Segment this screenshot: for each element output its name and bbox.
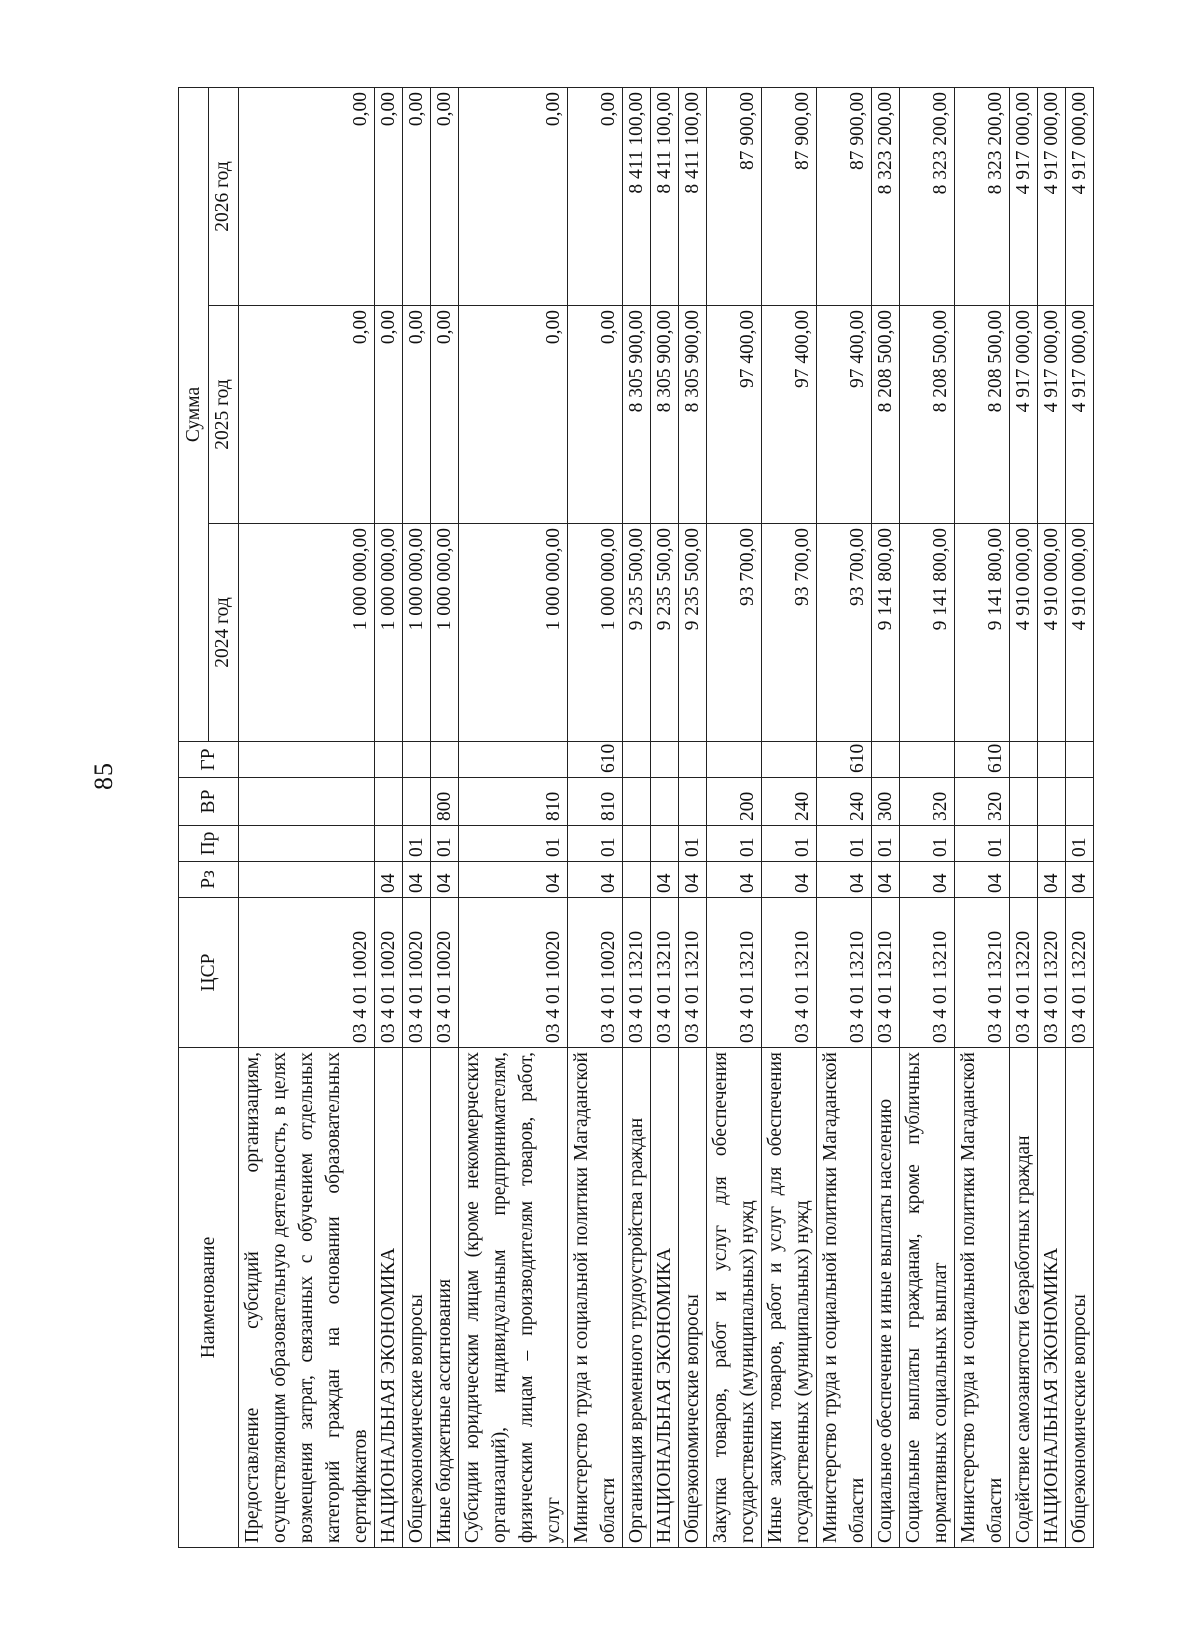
row-pr-code xyxy=(1038,826,1066,862)
row-amount-2026: 8 411 100,00 xyxy=(623,88,651,306)
row-pr-code xyxy=(623,826,651,862)
row-gr-code xyxy=(403,742,431,778)
header-vr: ВР xyxy=(179,778,239,826)
row-vr-code xyxy=(1066,778,1094,826)
row-name: Организация временного трудоустройства граждан xyxy=(623,1048,651,1548)
row-amount-2024: 9 235 500,00 xyxy=(623,524,651,742)
row-amount-2026: 4 917 000,00 xyxy=(1038,88,1066,306)
row-amount-2026: 8 323 200,00 xyxy=(872,88,900,306)
row-vr-code xyxy=(1038,778,1066,826)
table-row xyxy=(707,88,762,1548)
row-csr-code: 03 4 01 10020 xyxy=(459,898,568,1048)
row-name: Иные бюджетные ассигнования xyxy=(431,1048,459,1548)
row-amount-2026: 8 323 200,00 xyxy=(955,88,1010,306)
row-name: Социальное обеспечение и иные выплаты населению xyxy=(872,1048,900,1548)
row-pr-code: 01 xyxy=(955,826,1010,862)
row-amount-2024: 4 910 000,00 xyxy=(1066,524,1094,742)
row-gr-code xyxy=(872,742,900,778)
row-gr-code xyxy=(375,742,403,778)
row-pr-code: 01 xyxy=(1066,826,1094,862)
row-vr-code: 320 xyxy=(900,778,955,826)
row-vr-code: 300 xyxy=(872,778,900,826)
row-amount-2024: 4 910 000,00 xyxy=(1010,524,1038,742)
row-amount-2026: 87 900,00 xyxy=(762,88,817,306)
row-amount-2025: 97 400,00 xyxy=(707,306,762,524)
row-pr-code: 01 xyxy=(817,826,872,862)
header-year-2024: 2024 год xyxy=(209,524,239,742)
row-name: Содействие самозанятости безработных граждан xyxy=(1010,1048,1038,1548)
row-csr-code: 03 4 01 13210 xyxy=(707,898,762,1048)
row-rz-code: 04 xyxy=(375,862,403,898)
row-name: Общеэкономические вопросы xyxy=(1066,1048,1094,1548)
row-rz-code: 04 xyxy=(900,862,955,898)
row-vr-code xyxy=(651,778,679,826)
table-row xyxy=(623,88,651,1548)
row-amount-2026: 0,00 xyxy=(568,88,623,306)
row-amount-2024: 93 700,00 xyxy=(707,524,762,742)
row-vr-code: 200 xyxy=(707,778,762,826)
row-pr-code: 01 xyxy=(762,826,817,862)
row-gr-code xyxy=(1010,742,1038,778)
row-rz-code: 04 xyxy=(707,862,762,898)
header-rz: Рз xyxy=(179,862,239,898)
row-name: Предоставление субсидий организациям, осуществляющим образовательную деятельность, в целях возмещения затрат, связанных с обучением отдельных категорий граждан на основании образовательных сертификатов xyxy=(239,1048,375,1548)
header-year-2026: 2026 год xyxy=(209,88,239,306)
row-csr-code: 03 4 01 13210 xyxy=(623,898,651,1048)
row-csr-code: 03 4 01 13220 xyxy=(1038,898,1066,1048)
page-number: 85 xyxy=(89,762,118,790)
row-name: НАЦИОНАЛЬНАЯ ЭКОНОМИКА xyxy=(651,1048,679,1548)
row-pr-code: 01 xyxy=(431,826,459,862)
row-csr-code: 03 4 01 13210 xyxy=(651,898,679,1048)
header-year-2025: 2025 год xyxy=(209,306,239,524)
row-name: Закупка товаров, работ и услуг для обеспечения государственных (муниципальных) нужд xyxy=(707,1048,762,1548)
table-row xyxy=(239,88,375,1548)
row-amount-2024: 9 235 500,00 xyxy=(679,524,707,742)
row-name: НАЦИОНАЛЬНАЯ ЭКОНОМИКА xyxy=(375,1048,403,1548)
row-rz-code: 04 xyxy=(651,862,679,898)
row-rz-code: 04 xyxy=(872,862,900,898)
header-row-1 xyxy=(179,88,209,1548)
row-name: НАЦИОНАЛЬНАЯ ЭКОНОМИКА xyxy=(1038,1048,1066,1548)
row-amount-2024: 1 000 000,00 xyxy=(431,524,459,742)
row-amount-2025: 8 305 900,00 xyxy=(651,306,679,524)
row-gr-code xyxy=(431,742,459,778)
table-row xyxy=(375,88,403,1548)
budget-table xyxy=(178,87,1094,1548)
row-vr-code xyxy=(679,778,707,826)
row-pr-code: 01 xyxy=(568,826,623,862)
row-gr-code: 610 xyxy=(955,742,1010,778)
row-rz-code: 04 xyxy=(679,862,707,898)
row-amount-2026: 0,00 xyxy=(431,88,459,306)
row-amount-2025: 0,00 xyxy=(568,306,623,524)
row-rz-code: 04 xyxy=(459,862,568,898)
row-amount-2026: 8 411 100,00 xyxy=(651,88,679,306)
row-amount-2025: 8 208 500,00 xyxy=(955,306,1010,524)
row-gr-code xyxy=(900,742,955,778)
table-row xyxy=(762,88,817,1548)
row-gr-code xyxy=(239,742,375,778)
row-amount-2026: 8 323 200,00 xyxy=(900,88,955,306)
table-row xyxy=(1038,88,1066,1548)
row-amount-2025: 8 305 900,00 xyxy=(623,306,651,524)
header-gr: ГР xyxy=(179,742,239,778)
row-pr-code: 01 xyxy=(403,826,431,862)
row-amount-2024: 1 000 000,00 xyxy=(239,524,375,742)
row-amount-2026: 0,00 xyxy=(403,88,431,306)
row-amount-2024: 1 000 000,00 xyxy=(375,524,403,742)
row-amount-2024: 1 000 000,00 xyxy=(459,524,568,742)
row-name: Общеэкономические вопросы xyxy=(403,1048,431,1548)
row-name: Иные закупки товаров, работ и услуг для обеспечения государственных (муниципальных) нужд xyxy=(762,1048,817,1548)
table-row xyxy=(431,88,459,1548)
table-row xyxy=(1066,88,1094,1548)
row-gr-code xyxy=(1066,742,1094,778)
row-gr-code xyxy=(623,742,651,778)
row-csr-code: 03 4 01 13210 xyxy=(762,898,817,1048)
row-amount-2024: 9 141 800,00 xyxy=(955,524,1010,742)
row-amount-2024: 9 141 800,00 xyxy=(900,524,955,742)
table-row xyxy=(872,88,900,1548)
table-header xyxy=(179,88,239,1548)
table-body xyxy=(239,88,1094,1548)
row-pr-code xyxy=(375,826,403,862)
row-vr-code xyxy=(1010,778,1038,826)
row-amount-2025: 0,00 xyxy=(403,306,431,524)
row-rz-code: 04 xyxy=(955,862,1010,898)
row-rz-code xyxy=(623,862,651,898)
row-gr-code xyxy=(707,742,762,778)
row-pr-code: 01 xyxy=(459,826,568,862)
row-vr-code: 240 xyxy=(762,778,817,826)
table-row xyxy=(955,88,1010,1548)
row-pr-code xyxy=(1010,826,1038,862)
row-csr-code: 03 4 01 10020 xyxy=(403,898,431,1048)
row-amount-2026: 4 917 000,00 xyxy=(1010,88,1038,306)
header-name: Наименование xyxy=(179,1048,239,1548)
row-name: Общеэкономические вопросы xyxy=(679,1048,707,1548)
row-pr-code xyxy=(651,826,679,862)
row-csr-code: 03 4 01 13210 xyxy=(900,898,955,1048)
row-vr-code: 240 xyxy=(817,778,872,826)
row-amount-2024: 93 700,00 xyxy=(817,524,872,742)
row-rz-code: 04 xyxy=(1038,862,1066,898)
row-amount-2026: 8 411 100,00 xyxy=(679,88,707,306)
rotated-table-container xyxy=(178,88,1090,1548)
row-vr-code: 320 xyxy=(955,778,1010,826)
table-row xyxy=(568,88,623,1548)
row-csr-code: 03 4 01 10020 xyxy=(375,898,403,1048)
row-name: Министерство труда и социальной политики Магаданской области xyxy=(817,1048,872,1548)
row-rz-code: 04 xyxy=(431,862,459,898)
row-gr-code xyxy=(1038,742,1066,778)
row-amount-2025: 8 208 500,00 xyxy=(900,306,955,524)
row-csr-code: 03 4 01 13220 xyxy=(1066,898,1094,1048)
row-amount-2024: 1 000 000,00 xyxy=(403,524,431,742)
row-csr-code: 03 4 01 13210 xyxy=(872,898,900,1048)
row-amount-2025: 4 917 000,00 xyxy=(1038,306,1066,524)
row-rz-code: 04 xyxy=(762,862,817,898)
row-rz-code: 04 xyxy=(1066,862,1094,898)
row-name: Министерство труда и социальной политики Магаданской области xyxy=(955,1048,1010,1548)
row-amount-2024: 1 000 000,00 xyxy=(568,524,623,742)
row-gr-code xyxy=(679,742,707,778)
row-rz-code: 04 xyxy=(403,862,431,898)
row-amount-2025: 8 208 500,00 xyxy=(872,306,900,524)
row-vr-code xyxy=(403,778,431,826)
row-amount-2026: 0,00 xyxy=(239,88,375,306)
row-amount-2025: 4 917 000,00 xyxy=(1066,306,1094,524)
row-amount-2026: 87 900,00 xyxy=(817,88,872,306)
row-csr-code: 03 4 01 10020 xyxy=(239,898,375,1048)
row-pr-code: 01 xyxy=(900,826,955,862)
row-gr-code: 610 xyxy=(817,742,872,778)
row-amount-2025: 4 917 000,00 xyxy=(1010,306,1038,524)
table-row xyxy=(403,88,431,1548)
row-name: Субсидии юридическим лицам (кроме некоммерческих организаций), индивидуальным предпринимателям, физическим лицам – производителям товаров, работ, услуг xyxy=(459,1048,568,1548)
row-amount-2025: 0,00 xyxy=(459,306,568,524)
table-row xyxy=(817,88,872,1548)
row-amount-2026: 0,00 xyxy=(459,88,568,306)
row-name: Социальные выплаты гражданам, кроме публичных нормативных социальных выплат xyxy=(900,1048,955,1548)
table-row xyxy=(651,88,679,1548)
row-amount-2024: 9 141 800,00 xyxy=(872,524,900,742)
row-csr-code: 03 4 01 10020 xyxy=(431,898,459,1048)
row-csr-code: 03 4 01 13210 xyxy=(817,898,872,1048)
row-amount-2024: 9 235 500,00 xyxy=(651,524,679,742)
row-amount-2025: 0,00 xyxy=(375,306,403,524)
row-amount-2026: 87 900,00 xyxy=(707,88,762,306)
row-vr-code: 800 xyxy=(431,778,459,826)
row-csr-code: 03 4 01 13220 xyxy=(1010,898,1038,1048)
row-name: Министерство труда и социальной политики Магаданской области xyxy=(568,1048,623,1548)
header-sum: Сумма xyxy=(179,88,209,742)
row-amount-2025: 8 305 900,00 xyxy=(679,306,707,524)
row-amount-2025: 0,00 xyxy=(239,306,375,524)
row-rz-code xyxy=(239,862,375,898)
row-pr-code xyxy=(239,826,375,862)
row-vr-code xyxy=(239,778,375,826)
row-gr-code xyxy=(762,742,817,778)
row-vr-code xyxy=(623,778,651,826)
row-rz-code xyxy=(1010,862,1038,898)
table-row xyxy=(1010,88,1038,1548)
row-gr-code xyxy=(459,742,568,778)
row-rz-code: 04 xyxy=(817,862,872,898)
row-amount-2025: 97 400,00 xyxy=(817,306,872,524)
row-pr-code: 01 xyxy=(872,826,900,862)
row-amount-2024: 93 700,00 xyxy=(762,524,817,742)
header-pr: Пр xyxy=(179,826,239,862)
row-amount-2025: 0,00 xyxy=(431,306,459,524)
header-csr: ЦСР xyxy=(179,898,239,1048)
row-gr-code xyxy=(651,742,679,778)
table-row xyxy=(459,88,568,1548)
row-csr-code: 03 4 01 10020 xyxy=(568,898,623,1048)
row-pr-code: 01 xyxy=(679,826,707,862)
row-csr-code: 03 4 01 13210 xyxy=(679,898,707,1048)
row-amount-2026: 4 917 000,00 xyxy=(1066,88,1094,306)
row-csr-code: 03 4 01 13210 xyxy=(955,898,1010,1048)
row-amount-2025: 97 400,00 xyxy=(762,306,817,524)
row-pr-code: 01 xyxy=(707,826,762,862)
table-row xyxy=(900,88,955,1548)
row-vr-code: 810 xyxy=(568,778,623,826)
table-row xyxy=(679,88,707,1548)
row-vr-code: 810 xyxy=(459,778,568,826)
row-vr-code xyxy=(375,778,403,826)
row-rz-code: 04 xyxy=(568,862,623,898)
row-gr-code: 610 xyxy=(568,742,623,778)
row-amount-2026: 0,00 xyxy=(375,88,403,306)
row-amount-2024: 4 910 000,00 xyxy=(1038,524,1066,742)
